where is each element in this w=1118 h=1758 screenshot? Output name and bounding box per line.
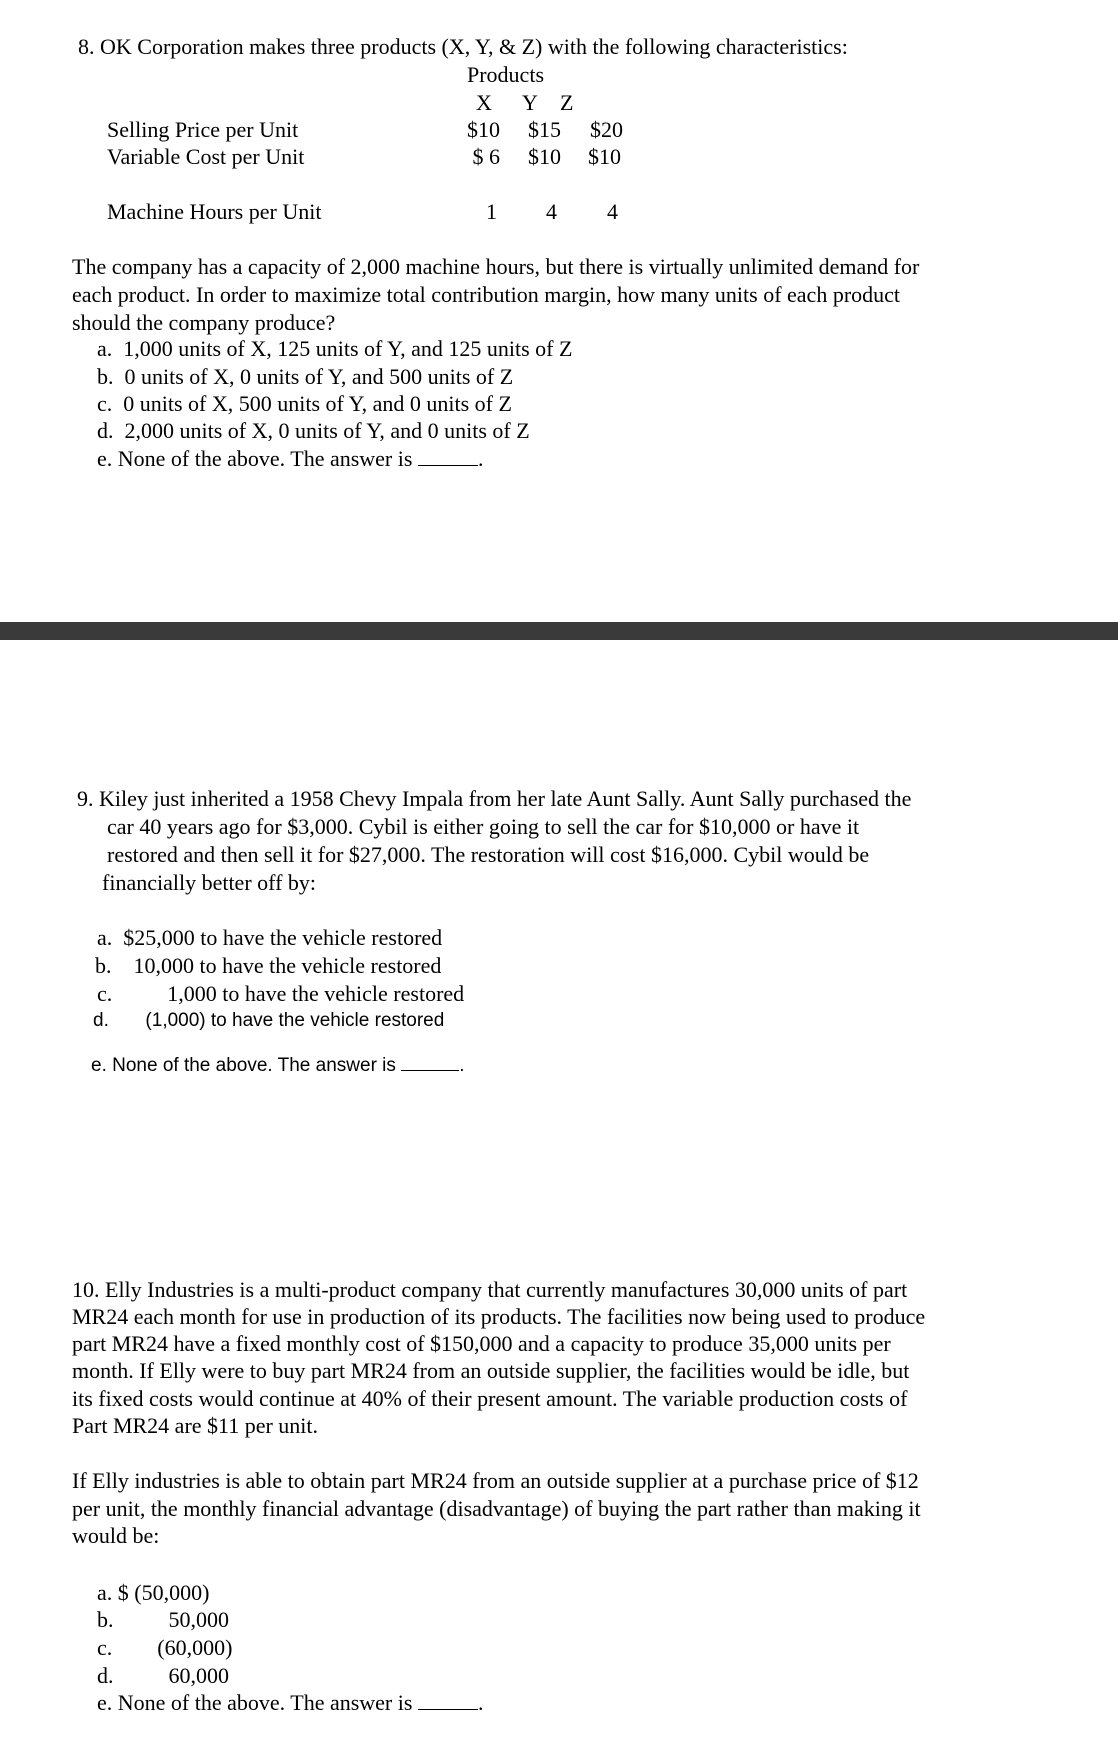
option-letter: e. — [91, 1055, 107, 1076]
option-text: 1,000 to have the vehicle restored — [167, 981, 465, 1006]
q8-option-d[interactable] — [97, 418, 530, 444]
q9-stem-line-1: 9. Kiley just inherited a 1958 Chevy Impala from her late Aunt Sally. Aunt Sally purchased the — [77, 786, 912, 811]
option-letter: b. — [97, 364, 114, 389]
option-letter: b. — [95, 953, 112, 978]
q9-option-e[interactable]: e. None of the above. The answer is . — [91, 1052, 464, 1079]
selling-price-y: $15 — [528, 117, 561, 142]
option-text: 50,000 — [168, 1607, 229, 1632]
q10-option-e[interactable]: e. None of the above. The answer is . — [97, 1690, 484, 1715]
option-text: 0 units of X, 0 units of Y, and 500 units of Z — [124, 364, 514, 389]
q9-stem-line-3: restored and then sell it for $27,000. The restoration will cost $16,000. Cybil would be — [107, 842, 870, 867]
q8-option-b[interactable] — [97, 364, 513, 390]
option-letter: b. — [97, 1607, 114, 1632]
option-text: $ (50,000) — [117, 1580, 210, 1605]
option-letter: e. — [97, 1690, 113, 1715]
q10-option-b[interactable] — [97, 1607, 229, 1633]
variable-cost-x: $ 6 — [472, 144, 500, 169]
option-text: None of the above. The answer is — [117, 446, 413, 471]
row-label-variable-cost: Variable Cost per Unit — [107, 144, 305, 169]
variable-cost-y: $10 — [528, 144, 561, 169]
row-label-selling-price: Selling Price per Unit — [107, 117, 299, 142]
answer-blank[interactable] — [418, 447, 478, 466]
q8-option-a[interactable] — [97, 336, 572, 362]
q9-option-c[interactable] — [97, 981, 464, 1007]
q10-stem-line-6: Part MR24 are $11 per unit. — [72, 1413, 319, 1438]
option-text: 60,000 — [168, 1663, 229, 1688]
q10-option-c[interactable] — [97, 1635, 232, 1661]
selling-price-z: $20 — [590, 117, 623, 142]
q8-body-line-2: each product. In order to maximize total contribution margin, how many units of each product — [72, 282, 901, 307]
q10-stem-line-5: its fixed costs would continue at 40% of their present amount. The variable production costs of — [72, 1386, 908, 1411]
q9-option-d[interactable] — [93, 1008, 444, 1034]
q9-option-b[interactable] — [95, 953, 441, 979]
option-text: (1,000) to have the vehicle restored — [145, 1010, 445, 1031]
option-letter: a. — [97, 1580, 113, 1605]
machine-hours-x: 1 — [486, 199, 497, 224]
q8-body-line-1: The company has a capacity of 2,000 machine hours, but there is virtually unlimited demand for — [72, 254, 920, 279]
q8-body-line-3: should the company produce? — [72, 310, 336, 335]
q10-option-a[interactable] — [97, 1580, 209, 1606]
col-z-header: Z — [560, 90, 574, 115]
q8-option-e[interactable]: e. None of the above. The answer is . — [97, 446, 484, 471]
option-letter: c. — [97, 981, 113, 1006]
option-text: 0 units of X, 500 units of Y, and 0 units of Z — [123, 391, 512, 416]
option-letter: d. — [97, 418, 114, 443]
option-letter: c. — [97, 1635, 113, 1660]
q9-stem-line-4: financially better off by: — [102, 870, 317, 895]
products-header: Products — [467, 62, 544, 87]
col-x-header: X — [476, 90, 492, 115]
option-text: (60,000) — [157, 1635, 233, 1660]
answer-blank[interactable] — [401, 1052, 459, 1071]
q10-question-line-1: If Elly industries is able to obtain part MR24 from an outside supplier at a purchase price of $12 — [72, 1468, 919, 1493]
q8-option-c[interactable] — [97, 391, 512, 417]
machine-hours-y: 4 — [546, 199, 557, 224]
answer-blank[interactable] — [418, 1691, 478, 1710]
option-letter: d. — [93, 1010, 109, 1031]
q10-stem-line-3: part MR24 have a fixed monthly cost of $150,000 and a capacity to produce 35,000 units per — [72, 1331, 891, 1356]
q9-stem-line-2: car 40 years ago for $3,000. Cybil is either going to sell the car for $10,000 or have it — [107, 814, 860, 839]
option-text: 2,000 units of X, 0 units of Y, and 0 units of Z — [124, 418, 530, 443]
option-text: None of the above. The answer is — [117, 1690, 413, 1715]
q10-stem-line-1: 10. Elly Industries is a multi-product company that currently manufactures 30,000 units of part — [72, 1277, 908, 1302]
q10-question-line-3: would be: — [72, 1523, 160, 1548]
variable-cost-z: $10 — [588, 144, 621, 169]
option-text: None of the above. The answer is — [112, 1055, 396, 1076]
col-y-header: Y — [522, 90, 538, 115]
q10-question-line-2: per unit, the monthly financial advantage (disadvantage) of buying the part rather than making it — [72, 1496, 921, 1521]
option-letter: d. — [97, 1663, 114, 1688]
q9-option-a[interactable] — [97, 925, 442, 951]
option-letter: a. — [97, 336, 113, 361]
option-letter: a. — [97, 925, 113, 950]
option-letter: c. — [97, 391, 113, 416]
machine-hours-z: 4 — [607, 199, 618, 224]
option-text: 1,000 units of X, 125 units of Y, and 125 units of Z — [123, 336, 573, 361]
option-text: $25,000 to have the vehicle restored — [123, 925, 443, 950]
row-label-machine-hours: Machine Hours per Unit — [107, 199, 322, 224]
selling-price-x: $10 — [467, 117, 500, 142]
option-text: 10,000 to have the vehicle restored — [133, 953, 442, 978]
q10-stem-line-2: MR24 each month for use in production of its products. The facilities now being used to produce — [72, 1304, 926, 1329]
option-letter: e. — [97, 446, 113, 471]
section-divider — [0, 622, 1118, 640]
q8-stem: 8. OK Corporation makes three products (X, Y, & Z) with the following characteristics: — [78, 34, 848, 59]
q10-stem-line-4: month. If Elly were to buy part MR24 from an outside supplier, the facilities would be idle, but — [72, 1358, 910, 1383]
q10-option-d[interactable] — [97, 1663, 229, 1689]
